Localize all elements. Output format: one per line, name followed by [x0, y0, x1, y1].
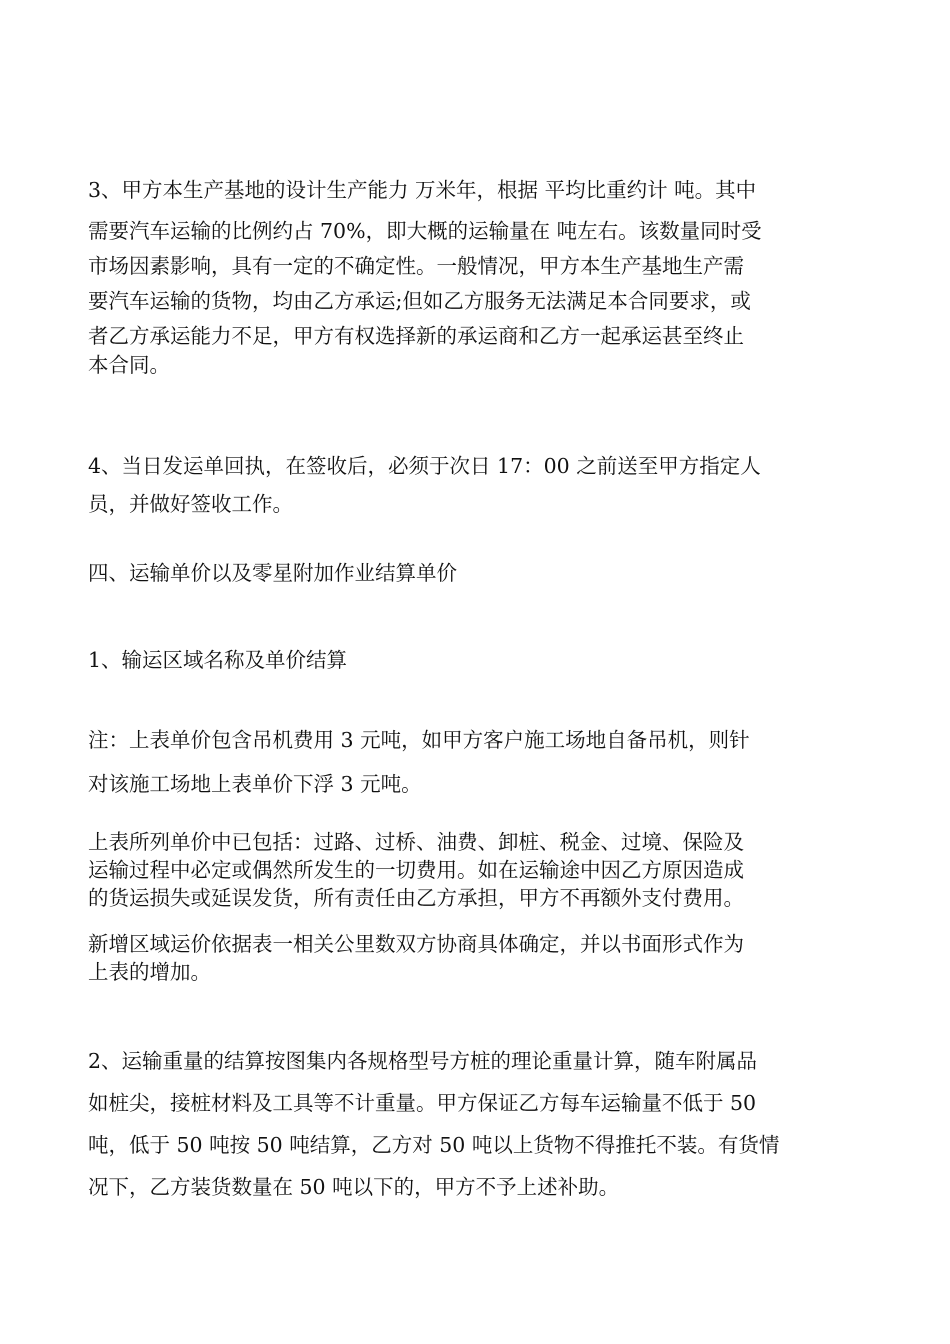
new-region-paragraph [88, 930, 864, 986]
text-line: 1、输运区域名称及单价结算 [88, 648, 348, 672]
clause-2-paragraph [88, 1040, 864, 1208]
text-line: 本合同。 [88, 353, 170, 377]
text-line: 3、甲方本生产基地的设计生产能力 万米年，根据 平均比重约计 吨。其中 [88, 178, 757, 202]
text-line: 上表的增加。 [88, 960, 211, 984]
subsection-heading [88, 645, 864, 675]
text-line: 上表所列单价中已包括：过路、过桥、油费、卸桩、税金、过境、保险及 [88, 830, 744, 854]
clause-3-paragraph [88, 170, 864, 380]
clause-4-paragraph [88, 447, 864, 523]
text-line: 需要汽车运输的比例约占 70%，即大概的运输量在 吨左右。该数量同时受 [88, 219, 762, 243]
text-line: 2、运输重量的结算按图集内各规格型号方桩的理论重量计算，随车附属品 [88, 1049, 758, 1073]
text-line: 运输过程中必定或偶然所发生的一切费用。如在运输途中因乙方原因造成 [88, 858, 744, 882]
text-line: 吨，低于 50 吨按 50 吨结算，乙方对 50 吨以上货物不得推托不装。有货情 [88, 1133, 780, 1157]
text-line: 的货运损失或延误发货，所有责任由乙方承担，甲方不再额外支付费用。 [88, 886, 744, 910]
text-line: 况下，乙方装货数量在 50 吨以下的，甲方不予上述补助。 [88, 1175, 620, 1199]
text-line: 四、运输单价以及零星附加作业结算单价 [88, 561, 457, 585]
note-paragraph [88, 718, 864, 806]
text-line: 如桩尖，接桩材料及工具等不计重量。甲方保证乙方每车运输量不低于 50 [88, 1091, 757, 1115]
included-costs-paragraph [88, 828, 864, 912]
text-line: 对该施工场地上表单价下浮 3 元吨。 [88, 772, 422, 796]
section-heading [88, 558, 864, 588]
text-line: 员，并做好签收工作。 [88, 492, 293, 516]
text-line: 新增区域运价依据表一相关公里数双方协商具体确定，并以书面形式作为 [88, 932, 744, 956]
text-line: 者乙方承运能力不足，甲方有权选择新的承运商和乙方一起承运甚至终止 [88, 324, 744, 348]
text-line: 市场因素影响，具有一定的不确定性。一般情况，甲方本生产基地生产需 [88, 254, 744, 278]
text-line: 注：上表单价包含吊机费用 3 元吨，如甲方客户施工场地自备吊机，则针 [88, 728, 750, 752]
text-line: 4、当日发运单回执，在签收后，必须于次日 17：00 之前送至甲方指定人 [88, 454, 761, 478]
text-line: 要汽车运输的货物，均由乙方承运;但如乙方服务无法满足本合同要求，或 [88, 289, 751, 313]
